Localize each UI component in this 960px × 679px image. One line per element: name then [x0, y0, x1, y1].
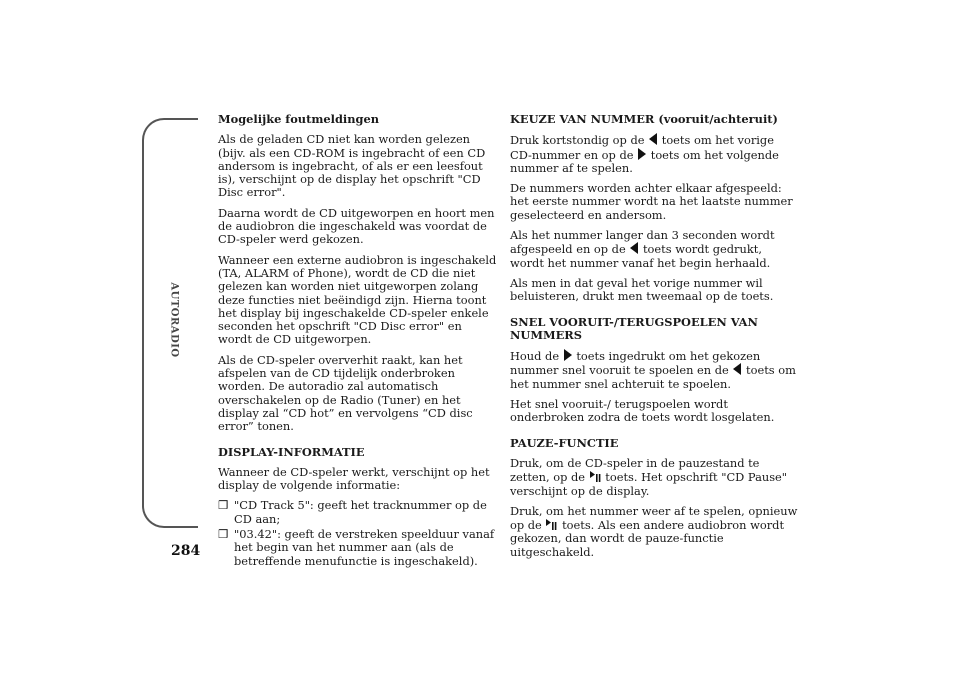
- text-run: Druk, om de CD-speler in de pauzestand te zetten, op de: [510, 455, 760, 485]
- heading-pause-function: PAUZE-FUNCTIE: [510, 435, 619, 450]
- text-run: toets. Het opschrift "CD Pause" verschijnt op de display.: [510, 470, 788, 498]
- paragraph: Wanneer een externe audiobron is ingeschakeld (TA, ALARM of Phone), wordt de CD die niet gelezen kan worden niet uitgeworpen zolang deze functies niet beëindigd zijn. Hierna toont het display bij ingeschakelde CD-speler enkele seconden het opschrift "CD Disc error" en wordt de CD uitgeworpen.: [218, 252, 497, 347]
- list-item-text: "CD Track 5": geeft het tracknummer op de CD aan;: [234, 498, 487, 526]
- paragraph: [510, 229, 798, 270]
- play-pause-icon: [590, 470, 601, 483]
- previous-track-icon: [649, 133, 657, 145]
- list-item-text: "03.42": geeft de verstreken speelduur vanaf het begin van het nummer aan (als de betreffende menufunctie is ingeschakeld).: [234, 527, 495, 568]
- heading-track-selection: KEUZE VAN NUMMER (vooruit/achteruit): [510, 112, 778, 126]
- text-run: toets om het nummer snel achteruit te spoelen.: [510, 363, 796, 391]
- text-run: toets wordt gedrukt, wordt het nummer vanaf het begin herhaald.: [510, 242, 771, 270]
- text-run: Als het nummer langer dan 3 seconden wordt afgespeeld en op de: [510, 228, 775, 257]
- page-number: 284: [171, 543, 201, 559]
- text-run: toets. Als een andere audiobron wordt gekozen, dan wordt de pauze-functie uitgeschakeld.: [510, 518, 785, 559]
- text-run: Druk kortstondig op de: [510, 133, 645, 148]
- right-column: [510, 113, 798, 566]
- text-run: Druk, om het nummer weer af te spelen, opnieuw op de: [510, 503, 798, 533]
- text-run: toets om het vorige CD-nummer en op de: [510, 133, 774, 162]
- paragraph: Als men in dat geval het vorige nummer wil beluisteren, drukt men tweemaal op de toets.: [510, 275, 774, 304]
- bullet-list: [218, 499, 498, 567]
- list-item: [218, 499, 498, 526]
- checkbox-bullet-icon: ❒: [218, 498, 229, 513]
- previous-track-icon: [733, 363, 741, 375]
- paragraph: Als de CD-speler oververhit raakt, kan het afspelen van de CD tijdelijk onderbroken worden. De autoradio zal automatisch overschakelen op de Radio (Tuner) en het display zal “CD hot” en vervolgens “CD disc error” tonen.: [218, 352, 473, 434]
- text-run: toets om het volgende nummer af te spelen.: [510, 147, 779, 175]
- next-track-icon: [564, 349, 572, 361]
- paragraph: Daarna wordt de CD uitgeworpen en hoort men de audiobron die ingeschakeld was voordat de CD-speler werd gekozen.: [218, 205, 495, 247]
- next-track-icon: [638, 148, 646, 160]
- checkbox-bullet-icon: ❒: [218, 527, 229, 542]
- paragraph: [510, 505, 798, 559]
- heading-fast-forward-rewind: SNEL VOORUIT-/TERUGSPOELEN VAN NUMMERS: [510, 314, 758, 342]
- heading-error-messages: Mogelijke foutmeldingen: [218, 112, 380, 126]
- paragraph: De nummers worden achter elkaar afgespeeld: het eerste nummer wordt na het laatste nummer geselecteerd en andersom.: [510, 181, 793, 222]
- paragraph: Wanneer de CD-speler werkt, verschijnt op het display de volgende informatie:: [218, 464, 490, 493]
- paragraph: [510, 457, 798, 498]
- paragraph: [510, 349, 798, 391]
- heading-display-info: DISPLAY-INFORMATIE: [218, 444, 365, 459]
- play-pause-icon: [546, 518, 557, 531]
- text-run: toets ingedrukt om het gekozen nummer snel vooruit te spoelen en de: [510, 349, 761, 378]
- paragraph: Het snel vooruit-/ terugspoelen wordt onderbroken zodra de toets wordt losgelaten.: [510, 397, 775, 425]
- text-run: Houd de: [510, 349, 560, 364]
- paragraph: [510, 133, 798, 175]
- previous-track-icon: [630, 242, 638, 254]
- paragraph: Als de geladen CD niet kan worden gelezen (bijv. als een CD-ROM is ingebracht of een CD andersom is ingebracht, of als er een leesfout is), verschijnt op de display het opschrift "CD Disc error".: [218, 132, 486, 200]
- left-column: [218, 113, 498, 575]
- section-label: AUTORADIO: [168, 282, 180, 358]
- list-item: [218, 528, 498, 568]
